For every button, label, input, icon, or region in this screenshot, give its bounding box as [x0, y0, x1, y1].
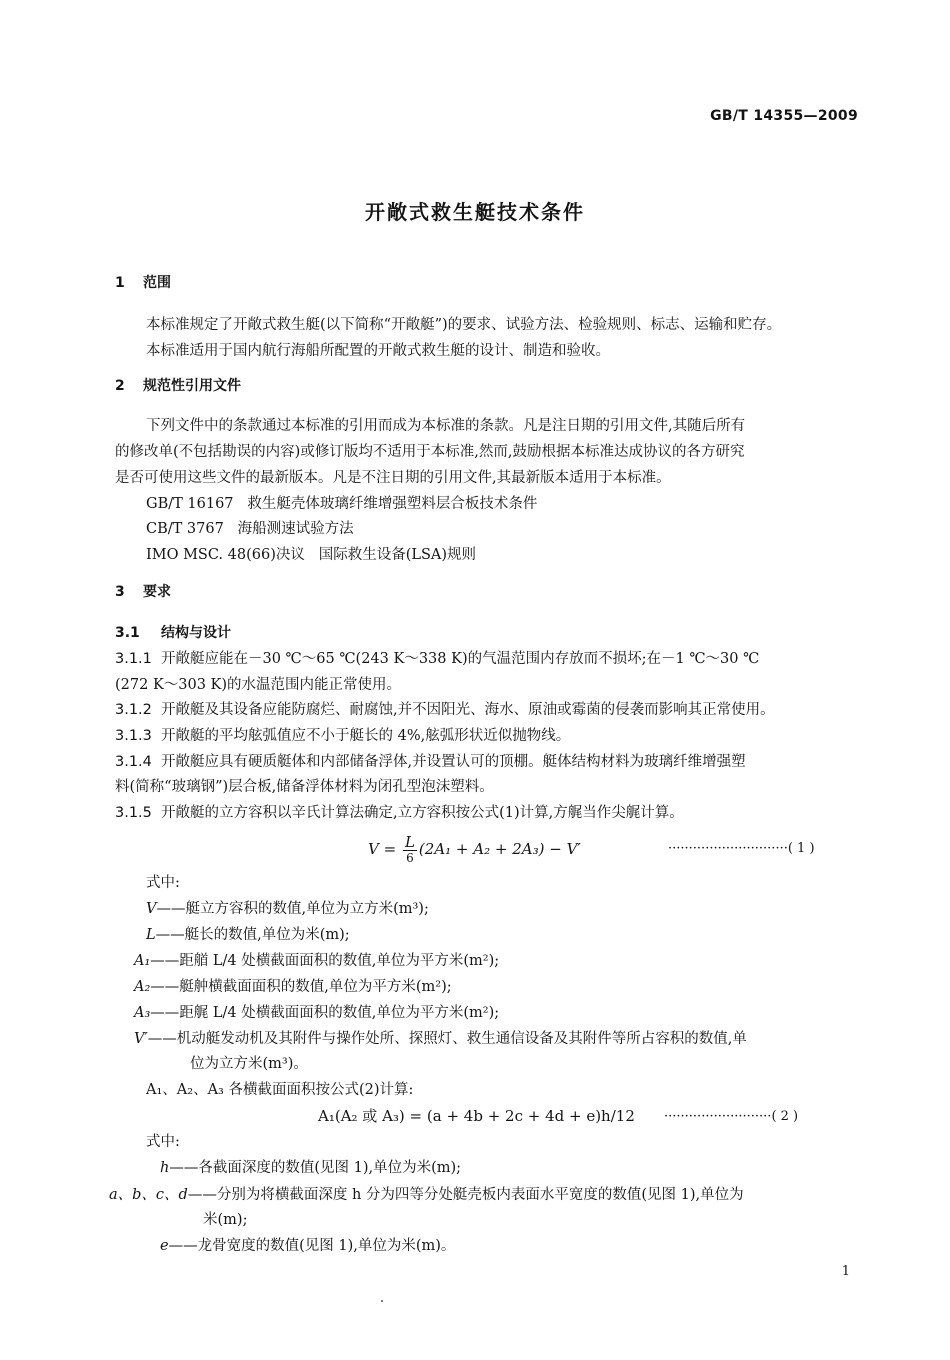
formula-fraction	[403, 832, 417, 866]
clause-number: 3.1.3	[115, 728, 152, 744]
definition-item	[146, 925, 350, 945]
definition-item	[134, 951, 499, 971]
leader-dots: ·····························	[668, 841, 788, 856]
section-1-heading	[115, 273, 171, 293]
definition-item	[146, 899, 429, 919]
definition-text: ——艇舯横截面面积的数值,单位为平方米(m²);	[150, 979, 452, 995]
reference-code: IMO MSC. 48(66)决议	[146, 547, 305, 563]
section-number: 1	[115, 275, 125, 291]
formula-lhs: V =	[368, 840, 397, 858]
definition-symbol: h	[160, 1160, 170, 1176]
leader-dots: ··························	[664, 1109, 772, 1124]
fraction-numerator: L	[404, 832, 415, 851]
formula-rhs: (2A₁ + A₂ + 2A₃) − V′	[418, 840, 581, 858]
clause-3-1-3	[115, 726, 570, 746]
clause-number: 3.1.5	[115, 805, 152, 821]
definition-symbol: A₁	[134, 953, 151, 969]
definition-symbol: a、b、c、d	[109, 1187, 188, 1203]
formula-number: ( 2 )	[771, 1109, 799, 1124]
page-number: 1	[841, 1264, 850, 1279]
definition-text: ——分别为将横截面深度 h 分为四等分处艇壳板内表面水平宽度的数值(见图 1),单位为	[187, 1187, 744, 1203]
reference-name: 救生艇壳体玻璃纤维增强塑料层合板技术条件	[247, 496, 538, 512]
definition-text: ——机动艇发动机及其附件与操作处所、探照灯、救生通信设备及其附件等所占容积的数值,单	[147, 1031, 747, 1047]
definition-item	[134, 1029, 747, 1049]
where-label: 式中:	[146, 1134, 180, 1150]
standard-number: GB/T 14355—2009	[710, 108, 858, 124]
definition-text: ——距艉 L/4 处横截面面积的数值,单位为平方米(m²);	[150, 1005, 500, 1021]
definition-text: ——距艏 L/4 处横截面面积的数值,单位为平方米(m²);	[150, 953, 500, 969]
definition-symbol: A₃	[134, 1005, 151, 1021]
fraction-denominator: 6	[406, 850, 414, 865]
reference-name: 国际救生设备(LSA)规则	[318, 547, 477, 563]
scan-speck	[381, 1300, 383, 1302]
clause-text: 开敞艇应具有硬质艇体和内部储备浮体,并设置认可的顶棚。艇体结构材料为玻璃纤维增强塑	[161, 754, 746, 770]
definition-item	[160, 1236, 455, 1256]
definition-text: ——各截面深度的数值(见图 1),单位为米(m);	[169, 1160, 462, 1176]
definition-symbol: V′	[134, 1031, 148, 1047]
clause-text: 开敞艇及其设备应能防腐烂、耐腐蚀,并不因阳光、海水、原油或霉菌的侵袭而影响其正常使用。	[161, 702, 775, 718]
definition-text: ——龙骨宽度的数值(见图 1),单位为米(m)。	[168, 1238, 456, 1254]
subsection-3-1-heading	[115, 623, 231, 643]
where-label: 式中:	[146, 875, 180, 891]
formula-number: ( 1 )	[787, 841, 815, 856]
formula-1	[368, 834, 581, 866]
section-title: 范围	[143, 275, 171, 291]
definition-symbol: L	[146, 927, 156, 943]
section-number: 2	[115, 378, 125, 394]
clause-3-1-5	[115, 803, 684, 823]
formula-2: A₁(A₂ 或 A₃) = (a + 4b + 2c + 4d + e)h/12	[318, 1107, 635, 1125]
clause-text-continued: (272 K～303 K)的水温范围内能正常使用。	[115, 677, 402, 693]
definition-text-continued: 米(m);	[203, 1212, 248, 1228]
clause-number: 3.1.4	[115, 754, 152, 770]
reference-name: 海船测速试验方法	[237, 521, 354, 537]
reference-code: GB/T 16167	[146, 496, 234, 512]
definition-text-continued: 位为立方米(m³)。	[190, 1056, 308, 1072]
reference-item	[146, 545, 476, 565]
document-title: 开敞式救生艇技术条件	[365, 200, 585, 224]
clause-number: 3.1.2	[115, 702, 152, 718]
definition-text: ——艇立方容积的数值,单位为立方米(m³);	[156, 901, 429, 917]
paragraph: 本标准适用于国内航行海船所配置的开敞式救生艇的设计、制造和验收。	[146, 343, 610, 359]
definition-symbol: A₂	[134, 979, 151, 995]
clause-text: 开敞艇应能在－30 ℃～65 ℃(243 K～338 K)的气温范围内存放而不损坏;在－1 ℃～30 ℃	[161, 651, 760, 667]
clause-3-1-4	[115, 752, 746, 772]
section-title: 要求	[143, 584, 171, 600]
clause-text: 开敞艇的平均舷弧值应不小于艇长的 4%,舷弧形状近似抛物线。	[161, 728, 571, 744]
paragraph-line: 下列文件中的条款通过本标准的引用而成为本标准的条款。凡是注日期的引用文件,其随后所有	[146, 418, 746, 434]
reference-item	[146, 494, 537, 514]
clause-3-1-1	[115, 649, 759, 669]
definition-item	[160, 1158, 461, 1178]
section-2-heading	[115, 376, 241, 396]
definition-symbol: e	[160, 1238, 169, 1254]
reference-item	[146, 519, 354, 539]
section-number: 3	[115, 584, 125, 600]
clause-3-1-2	[115, 700, 775, 720]
definition-symbol: V	[146, 901, 157, 917]
formula-2-label	[664, 1107, 798, 1127]
clause-number: 3.1.1	[115, 651, 152, 667]
definition-item	[134, 977, 452, 997]
paragraph: 本标准规定了开敞式救生艇(以下简称“开敞艇”)的要求、试验方法、检验规则、标志、运输和贮存。	[146, 317, 782, 333]
section-3-heading	[115, 582, 171, 602]
paragraph-line: 的修改单(不包括勘误的内容)或修订版均不适用于本标准,然而,鼓励根据本标准达成协议的各方研究	[115, 444, 745, 460]
subsection-number: 3.1	[115, 625, 140, 641]
definition-item	[109, 1185, 744, 1205]
definition-item	[134, 1003, 499, 1023]
clause-text-continued: 料(简称“玻璃钢”)层合板,储备浮体材料为闭孔型泡沫塑料。	[115, 779, 494, 795]
reference-code: CB/T 3767	[146, 521, 224, 537]
formula-2-intro: A₁、A₂、A₃ 各横截面面积按公式(2)计算:	[146, 1082, 414, 1098]
subsection-title: 结构与设计	[161, 625, 231, 641]
formula-1-label	[668, 839, 815, 859]
paragraph-line: 是否可使用这些文件的最新版本。凡是不注日期的引用文件,其最新版本适用于本标准。	[115, 470, 671, 486]
definition-text: ——艇长的数值,单位为米(m);	[155, 927, 350, 943]
section-title: 规范性引用文件	[143, 378, 241, 394]
clause-text: 开敞艇的立方容积以辛氏计算法确定,立方容积按公式(1)计算,方艉当作尖艉计算。	[161, 805, 684, 821]
